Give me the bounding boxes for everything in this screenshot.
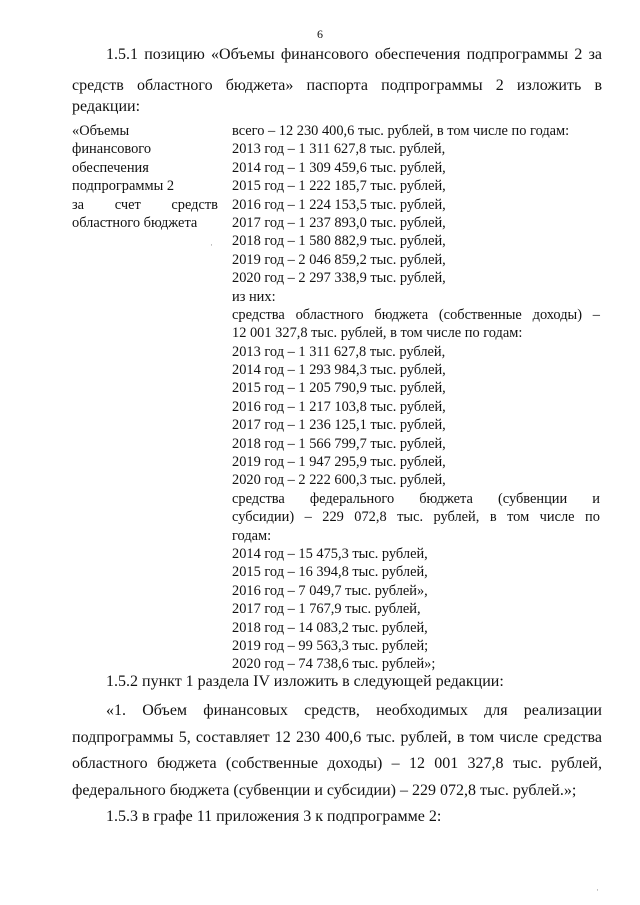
- regional-year-row: 2015 год – 1 205 790,9 тыс. рублей,: [232, 380, 446, 397]
- federal-word: (субвенции: [497, 490, 568, 507]
- regional-year-row: 2020 год – 2 222 600,3 тыс. рублей,: [232, 472, 446, 489]
- regional-year-row: 2013 год – 1 311 627,8 тыс. рублей,: [232, 343, 446, 360]
- federal-line1: [232, 490, 600, 508]
- federal-word: 229 072,8: [322, 509, 387, 526]
- para-1-5-1-line2: средств областного бюджета» паспорта подпрограммы 2 изложить в: [72, 77, 602, 94]
- federal-word: бюджета: [419, 490, 473, 507]
- federal-word: федерального: [309, 490, 395, 507]
- para-1-5-1-line3: редакции:: [72, 98, 141, 115]
- federal-word: –: [304, 509, 312, 526]
- label-line: «Объемы: [72, 123, 130, 139]
- total-year-row: 2017 год – 1 237 893,0 тыс. рублей,: [232, 214, 446, 231]
- federal-year-row: 2018 год – 14 083,2 тыс. рублей,: [232, 619, 428, 636]
- federal-word: тыс. рублей,: [397, 509, 480, 526]
- para-1-5-2-line2: подпрограммы 5, составляет 12 230 400,6 тыс. рублей, в том числе средства: [72, 729, 602, 746]
- federal-year-row: 2017 год – 1 767,9 тыс. рублей,: [232, 601, 421, 618]
- para-1-5-2-line1: «1. Объем финансовых средств, необходимых для реализации: [106, 702, 602, 719]
- total-year-row: 2020 год – 2 297 338,9 тыс. рублей,: [232, 270, 446, 287]
- federal-line3: годам:: [232, 527, 272, 544]
- scan-speck: ·: [210, 240, 213, 250]
- label-line: финансового: [72, 141, 152, 158]
- para-1-5-1-line1: 1.5.1 позицию «Объемы финансового обеспечения подпрограммы 2 за: [106, 46, 602, 63]
- regional-line2: 12 001 327,8 тыс. рублей, в том числе по годам:: [232, 325, 523, 342]
- para-1-5-2-heading: 1.5.2 пункт 1 раздела IV изложить в следующей редакции:: [106, 673, 504, 690]
- total-year-row: 2013 год – 1 311 627,8 тыс. рублей,: [232, 141, 446, 158]
- regional-year-row: 2019 год – 1 947 295,9 тыс. рублей,: [232, 454, 446, 471]
- total-year-row: 2014 год – 1 309 459,6 тыс. рублей,: [232, 159, 446, 176]
- regional-year-row: 2016 год – 1 217 103,8 тыс. рублей,: [232, 398, 446, 415]
- passport-values: [232, 122, 600, 674]
- total-year-row: 2015 год – 1 222 185,7 тыс. рублей,: [232, 178, 446, 195]
- label-line: обеспечения: [72, 159, 149, 176]
- of-which-line: из них:: [232, 288, 276, 305]
- page-number: 6: [317, 27, 323, 41]
- regional-line1: средства областного бюджета (собственные доходы) –: [232, 306, 600, 323]
- federal-word: том: [507, 509, 530, 526]
- federal-line2: [232, 508, 600, 526]
- label-word: средств: [171, 196, 218, 213]
- federal-year-row: 2014 год – 15 475,3 тыс. рублей,: [232, 545, 428, 562]
- federal-word: в: [489, 509, 497, 526]
- federal-year-row: 2020 год – 74 738,6 тыс. рублей»;: [232, 656, 436, 673]
- total-year-row: 2019 год – 2 046 859,2 тыс. рублей,: [232, 251, 446, 268]
- label-word: счет: [114, 196, 141, 213]
- passport-label: [72, 122, 218, 232]
- para-1-5-3-heading: 1.5.3 в графе 11 приложения 3 к подпрограмме 2:: [106, 808, 442, 825]
- total-line: всего – 12 230 400,6 тыс. рублей, в том числе по годам:: [232, 123, 570, 139]
- federal-word: средства: [232, 490, 285, 507]
- federal-word: и: [592, 490, 600, 507]
- scan-speck: ·: [596, 885, 599, 895]
- federal-year-row: 2015 год – 16 394,8 тыс. рублей,: [232, 564, 428, 581]
- label-line: областного бюджета: [72, 214, 198, 231]
- para-1-5-2-line4: федерального бюджета (субвенции и субсидии) – 229 072,8 тыс. рублей.»;: [72, 782, 577, 799]
- label-word: за: [72, 196, 85, 213]
- federal-year-row: 2016 год – 7 049,7 тыс. рублей»,: [232, 582, 428, 599]
- label-justified-line: [72, 196, 218, 214]
- federal-year-row: 2019 год – 99 563,3 тыс. рублей;: [232, 637, 429, 654]
- regional-year-row: 2018 год – 1 566 799,7 тыс. рублей,: [232, 435, 446, 452]
- regional-year-row: 2014 год – 1 293 984,3 тыс. рублей,: [232, 362, 446, 379]
- label-line: подпрограммы 2: [72, 178, 175, 195]
- total-year-row: 2018 год – 1 580 882,9 тыс. рублей,: [232, 233, 446, 250]
- federal-word: числе: [539, 509, 575, 526]
- regional-year-row: 2017 год – 1 236 125,1 тыс. рублей,: [232, 417, 446, 434]
- federal-word: субсидии): [232, 509, 295, 526]
- para-1-5-2-line3: областного бюджета (собственные доходы) – 12 001 327,8 тыс. рублей,: [72, 755, 602, 772]
- federal-word: по: [585, 509, 600, 526]
- total-year-row: 2016 год – 1 224 153,5 тыс. рублей,: [232, 196, 446, 213]
